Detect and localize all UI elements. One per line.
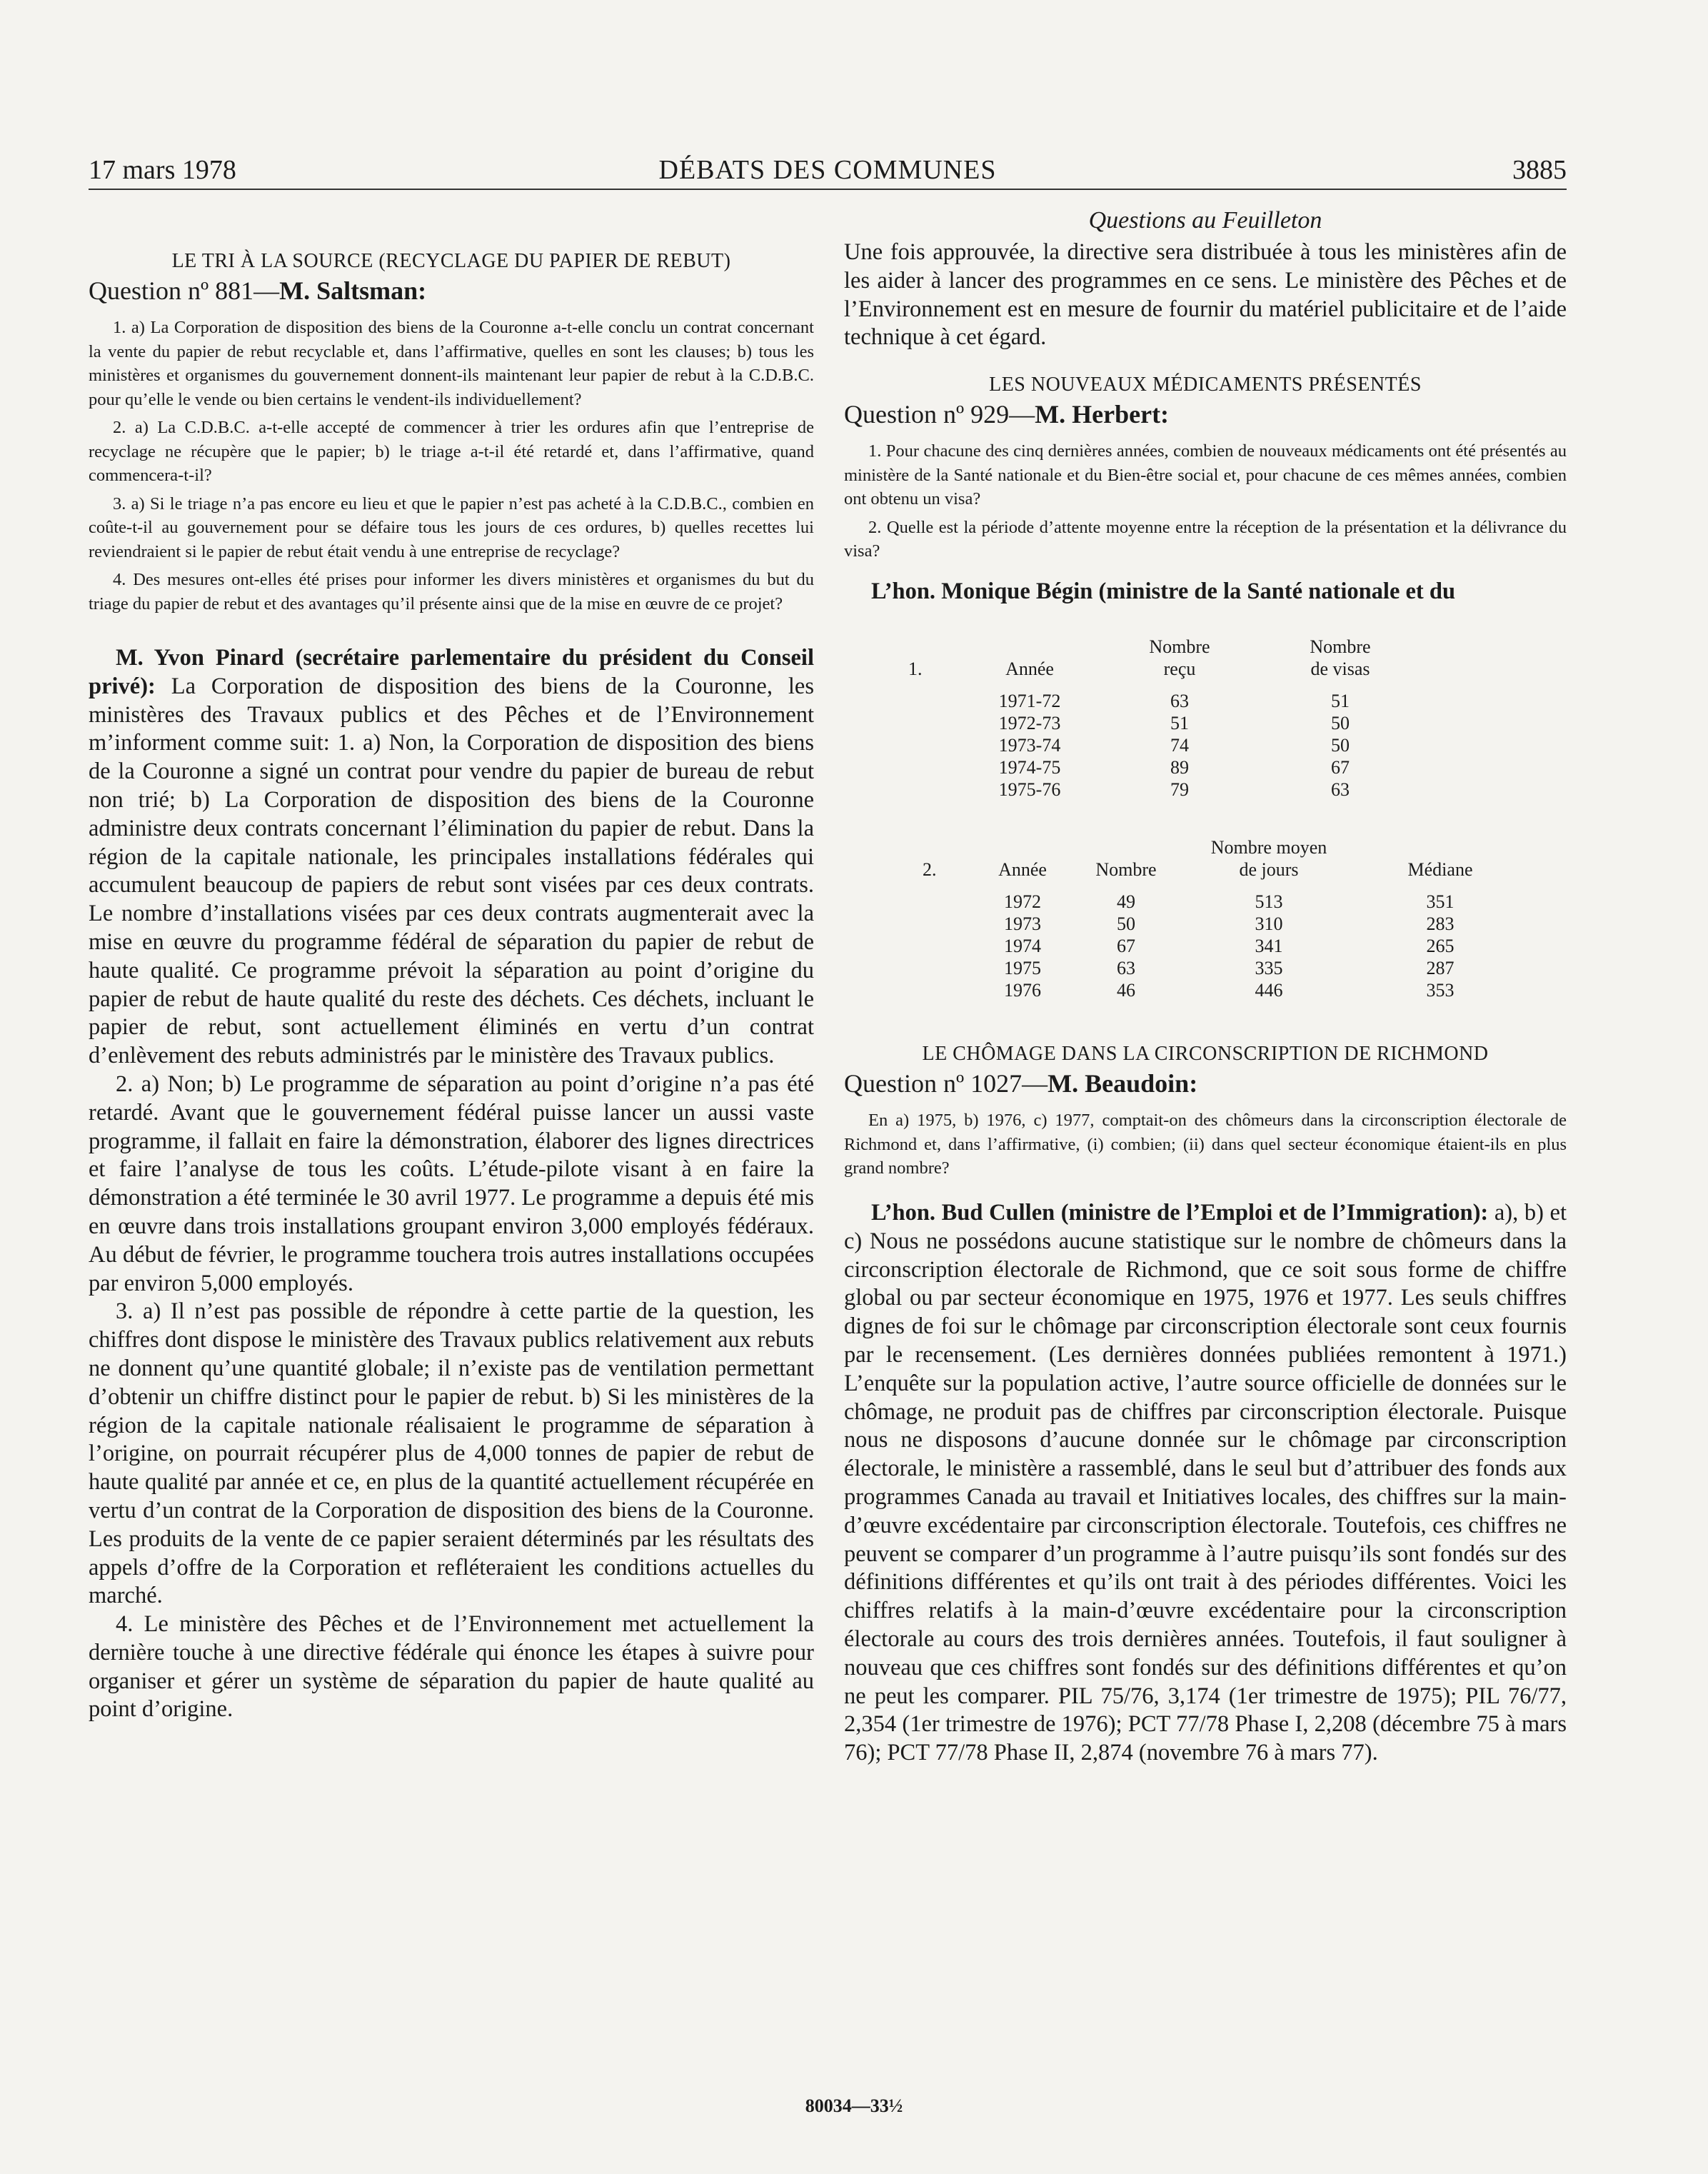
answer-paragraph: L’hon. Bud Cullen (ministre de l’Emploi et de l’Immigration): a), b) et c) Nous ne possédons aucune statistique sur le nombre de chômeurs dans la circonscription électorale de Richmond, que ce soit sous forme de chiffre global ou par secteur économique en 1975, 1976 et 1977. Les seuls chiffres dignes de foi sur le chômage par circonscription électorale sont ceux fournis par le recensement. (Les dernières données publiées remontent à 1971.) L’enquête sur la population active, l’autre source officielle de données sur le chômage, ne produit pas de chiffres par circonscription électorale. Puisque nous ne disposons d’aucune donnée sur le chômage par circonscription électorale, le ministère a rassemblé, dans le seul but d’attribuer des fonds aux programmes Canada au travail et Initiatives locales, des chiffres sur la main-d’œuvre excédentaire par circonscription électorale. Toutefois, ces chiffres ne peuvent se comparer d’un programme à l’autre puisqu’ils sont fondés sur des définitions différentes et qu’ils ont trait à des périodes différentes. Voici les chiffres relatifs à la main-d’œuvre excédentaire pour la circonscription électorale au cours des trois dernières années. Toutefois, il faut souligner à nouveau que ces chiffres sont fondés sur des définitions différentes et qu’on ne peut les comparer. PIL 75/76, 3,174 (1er trimestre de 1975); PIL 76/77, 2,354 (1er trimestre de 1976); PCT 77/78 Phase I, 2,208 (décembre 75 à mars 76); PCT 77/78 Phase II, 2,874 (novembre 76 à mars 77).	[844, 1199, 1567, 1766]
question-paragraph: 1. a) La Corporation de disposition des biens de la Couronne a-t-elle conclu un contrat concernant la vente du papier de rebut recyclable et, dans l’affirmative, quelles en sont les clauses; b) tous les ministères et organismes du gouvernement donnent-ils maintenant leur papier de rebut à la C.D.B.C. pour qu’elle le vende ou bien certains le vendent-ils individuellement?	[89, 318, 814, 409]
table-header: Année	[1005, 658, 1054, 680]
answer-paragraph: 3. a) Il n’est pas possible de répondre à cette partie de la question, les chiffres dont dispose le ministère des Travaux publics relativement aux rebuts ne donnent qu’une quantité globale; il n’existe pas de ventilation permettant d’obtenir un chiffre distinct pour le papier de rebut. b) Si les ministères de la région de la capitale nationale réalisaient le programme de séparation à l’origine, on pourrait récupérer plus de 4,000 tonnes de papier de rebut de haute qualité par année et ce, en plus de la quantité actuellement récupérée en vertu d’un contrat de la Corporation de disposition des biens de la Couronne. Les produits de la vente de ce papier seraient déterminés par les résultats des appels d’offre de la Corporation et refléteraient les conditions actuelles du marché.	[89, 1298, 814, 1609]
table-row: 1971-72 63 51	[998, 691, 1350, 712]
running-head: Questions au Feuilleton	[1088, 207, 1322, 234]
answer-paragraph: M. Yvon Pinard (secrétaire parlementaire du président du Conseil privé): La Corporation de disposition des biens de la Couronne, les ministères des Travaux publics et des Pêches et de l’Environnement m’informent comme suit: 1. a) Non, la Corporation de disposition des biens de la Couronne a signé un contrat pour vendre du papier de bureau de rebut non trié; b) La Corporation de disposition des biens de la Couronne administre deux contrats concernant l’élimination du papier de rebut. Dans la région de la capitale nationale, les principales installations fédérales qui accumulent beaucoup de papiers de rebut sont visées par ces deux contrats. Le nombre d’installations visées par ces deux contrats augmenterait avec la mise en œuvre du programme fédéral de séparation du papier de rebut de haute qualité. Ce programme prévoit la séparation au point d’origine du papier de rebut de haute qualité du reste des déchets. Ces déchets, incluant le papier de rebut, sont actuellement éliminés en vertu d’un contrat d’enlèvement des rebuts administrés par le ministère des Travaux publics.	[89, 645, 814, 1069]
question-paragraph: 4. Des mesures ont-elles été prises pour informer les divers ministères et organismes du but du triage du papier de rebut et des avantages qu’il présente ainsi que de la mise en œuvre de ce projet?	[89, 570, 814, 613]
table-row: 1975-76 79 63	[998, 779, 1350, 801]
question-member: M. Beaudoin:	[1048, 1069, 1198, 1098]
table-row: 1972-73 51 50	[998, 713, 1350, 734]
question-1027: Question nº 1027—M. Beaudoin:	[844, 1069, 1198, 1098]
question-paragraph: 3. a) Si le triage n’a pas encore eu lieu et que le papier n’est pas acheté à la C.D.B.C., combien en coûte-t-il au gouvernement pour se défaire tous les jours de ces ordures, b) quelles recettes lui reviendraient si le papier de rebut était vendu à une entreprise de recyclage?	[89, 494, 814, 561]
table-row: 1976 46 446 353	[1004, 980, 1455, 1001]
page-footer: 80034—33½	[805, 2095, 903, 2116]
table-header: de visas	[1310, 658, 1370, 680]
speaker-cullen: L’hon. Bud Cullen (ministre de l’Emploi et de l’Immigration):	[871, 1199, 1489, 1226]
table-medicaments-2	[923, 836, 1522, 1001]
section-heading-chomage: LE CHÔMAGE DANS LA CIRCONSCRIPTION DE RICHMOND	[922, 1043, 1489, 1066]
page-header	[89, 151, 1567, 190]
section-heading-tri: LE TRI À LA SOURCE (RECYCLAGE DU PAPIER DE REBUT)	[171, 250, 731, 272]
question-paragraph: 1. Pour chacune des cinq dernières années, combien de nouveaux médicaments ont été présentés au ministère de la Santé nationale et du Bien-être social et, pour chacune de ces mêmes années, combien ont obtenu un visa?	[844, 441, 1567, 509]
question-929: Question nº 929—M. Herbert:	[844, 400, 1170, 429]
table-row: 1972 49 513 351	[1004, 891, 1455, 913]
table-header: Année	[998, 859, 1047, 881]
table-header: Nombre	[1310, 636, 1371, 658]
table-row: 1975 63 335 287	[1004, 958, 1455, 979]
table-number: 2.	[923, 859, 937, 881]
answer-paragraph: 2. a) Non; b) Le programme de séparation au point d’origine n’a pas été retardé. Avant que le gouvernement fédéral puisse lancer un aussi vaste programme, il fallait en faire la démonstration, élaborer des lignes directrices et faire l’analyse de tous les coûts. L’étude-pilote visant à en faire la démonstration a été terminée le 30 avril 1977. Le programme a depuis été mis en œuvre dans trois installations groupant environ 3,000 employés fédéraux. Au début de février, le programme touchera trois autres installations occupées par environ 5,000 employés.	[89, 1071, 814, 1296]
table-row: 1974 67 341 265	[1004, 936, 1455, 957]
header-title: DÉBATS DES COMMUNES	[658, 155, 997, 185]
table-header: reçu	[1163, 658, 1196, 680]
question-member: M. Herbert:	[1035, 400, 1170, 429]
question-paragraph: 2. Quelle est la période d’attente moyenne entre la réception de la présentation et la délivrance du visa?	[844, 517, 1567, 561]
right-column	[844, 207, 1567, 1768]
answer-paragraph: 4. Le ministère des Pêches et de l’Environnement met actuellement la dernière touche à une directive fédérale qui énonce les étapes à suivre pour organiser et gérer un système de séparation du papier de haute qualité au point d’origine.	[89, 1611, 814, 1723]
table-row: 1973 50 310 283	[1004, 913, 1455, 935]
header-page-number: 3885	[1512, 155, 1567, 185]
table-header: Nombre	[1095, 859, 1157, 881]
left-column	[89, 250, 814, 1724]
question-member: M. Saltsman:	[279, 276, 427, 305]
table-row: 1974-75 89 67	[998, 757, 1350, 778]
question-881: Question nº 881—M. Saltsman:	[89, 276, 427, 305]
question-paragraph: 2. a) La C.D.B.C. a-t-elle accepté de commencer à trier les ordures afin que l’entreprise de recyclage ne récupère que le papier; b) le triage a-t-il été retardé et, dans l’affirmative, quand commencera-t-il?	[89, 418, 814, 485]
section-heading-medicaments: LES NOUVEAUX MÉDICAMENTS PRÉSENTÉS	[989, 374, 1422, 396]
table-header: de jours	[1239, 859, 1299, 881]
header-date: 17 mars 1978	[89, 155, 236, 185]
continuation-paragraph: Une fois approuvée, la directive sera distribuée à tous les ministères afin de les aider à lancer des programmes en ce sens. Le ministère des Pêches et de l’Environnement est en mesure de fournir du matériel publicitaire et de l’aide technique à cet égard.	[844, 239, 1567, 351]
question-paragraph: En a) 1975, b) 1976, c) 1977, comptait-on des chômeurs dans la circonscription électorale de Richmond et, dans l’affirmative, (i) combien; (ii) dans quel secteur économique étaient-ils en plus grand nombre?	[844, 1111, 1567, 1178]
table-row: 1973-74 74 50	[998, 735, 1350, 756]
speaker-begin: L’hon. Monique Bégin (ministre de la Santé nationale et du	[871, 578, 1456, 604]
table-number: 1.	[908, 658, 923, 680]
speaker-pinard: M. Yvon Pinard (secrétaire parlementaire du président du Conseil privé):	[89, 645, 814, 699]
table-header: Nombre moyen	[1210, 837, 1327, 858]
table-header: Médiane	[1407, 859, 1473, 881]
table-medicaments-1	[908, 636, 1422, 801]
table-header: Nombre	[1149, 636, 1210, 658]
